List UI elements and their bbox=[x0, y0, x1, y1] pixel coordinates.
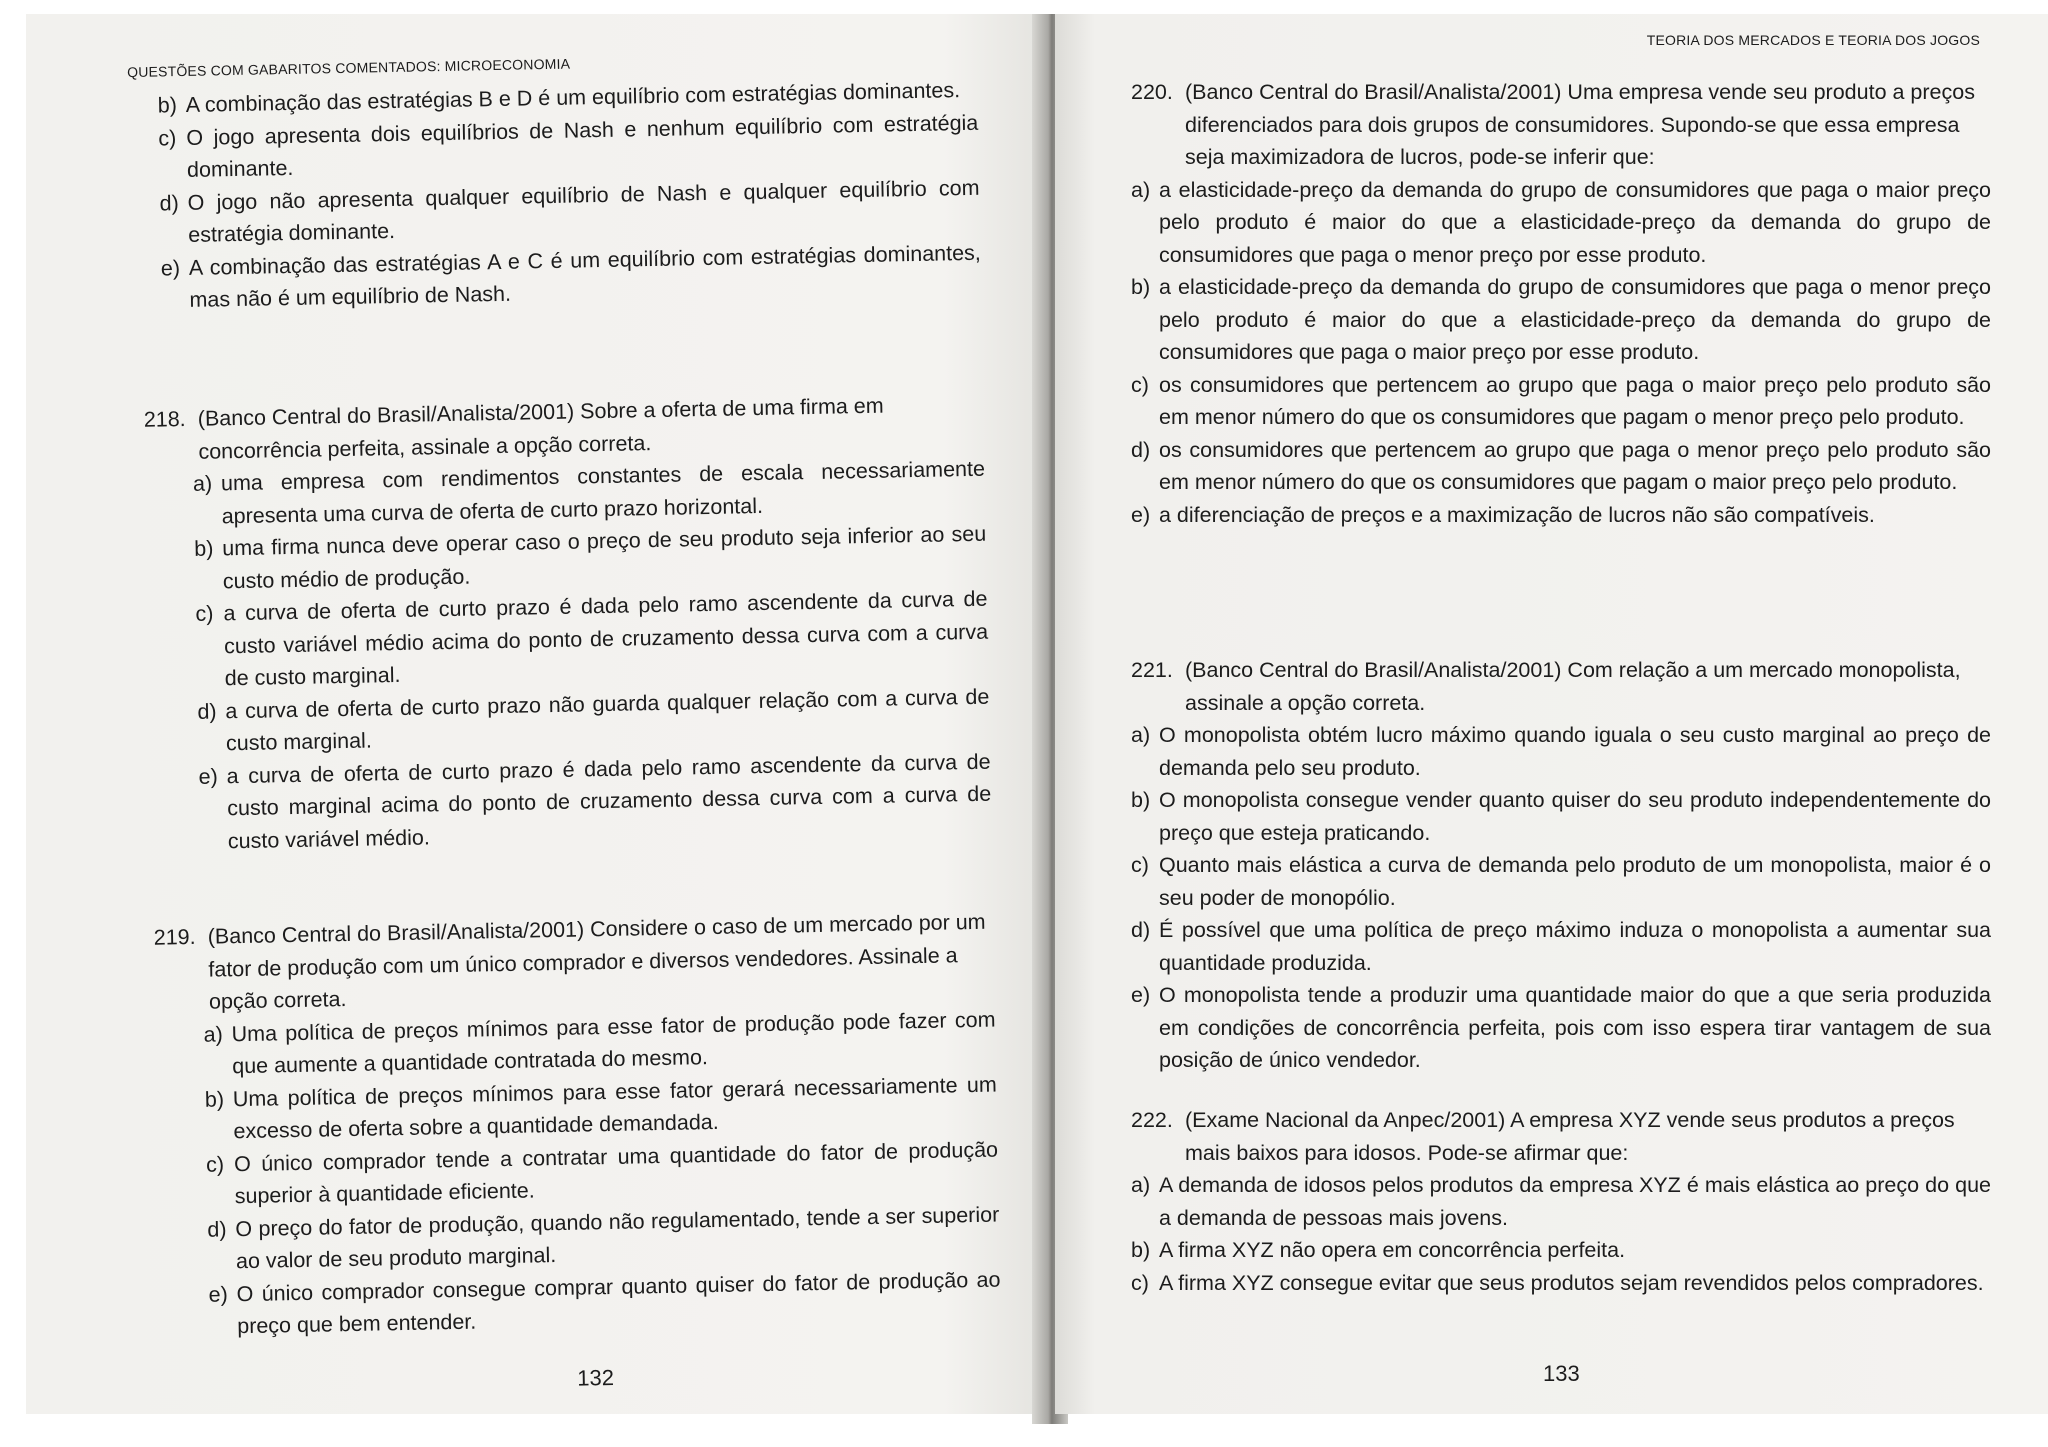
option-letter: a) bbox=[1131, 1173, 1151, 1197]
question-text: (Banco Central do Brasil/Analista/2001) Uma empresa vende seu produto a preços diferenciados para dois grupos de consumidores. Supondo-se que essa empresa seja maximizadora de lucros, pode-se inferir que: bbox=[1185, 80, 1975, 169]
option-c bbox=[195, 583, 989, 696]
option-letter: b) bbox=[194, 536, 214, 561]
option-text: a diferenciação de preços e a maximização de lucros não são compatíveis. bbox=[1159, 502, 1875, 527]
option-letter: c) bbox=[205, 1151, 225, 1177]
option-letter: a) bbox=[1131, 723, 1151, 747]
option-letter: e) bbox=[198, 763, 219, 789]
option-text: A firma XYZ consegue evitar que seus produtos sejam revendidos pelos compradores. bbox=[1159, 1270, 1984, 1295]
option-letter: c) bbox=[195, 601, 214, 626]
question-text: (Exame Nacional da Anpec/2001) A empresa XYZ vende seus produtos a preços mais baixos para idosos. Pode-se afirmar que: bbox=[1185, 1108, 1955, 1165]
option-letter: d) bbox=[1131, 918, 1151, 942]
option-letter: b) bbox=[1131, 1238, 1151, 1262]
option-d bbox=[1131, 434, 1991, 499]
question-222 bbox=[1131, 1104, 1991, 1299]
option-text: A combinação das estratégias A e C é um equilíbrio com estratégias dominantes, mas não é um equilíbrio de Nash. bbox=[188, 240, 981, 312]
question-number: 220. bbox=[1131, 80, 1173, 104]
option-text: O monopolista consegue vender quanto quiser do seu produto independentemente do preço que esteja praticando. bbox=[1159, 788, 1991, 845]
option-text: O monopolista obtém lucro máximo quando iguala o seu custo marginal ao preço de demanda pelo seu produto. bbox=[1159, 723, 1991, 780]
option-text: A demanda de idosos pelos produtos da empresa XYZ é mais elástica ao preço do que a demanda de pessoas mais jovens. bbox=[1159, 1173, 1991, 1230]
option-letter: a) bbox=[1131, 177, 1151, 202]
option-letter: b) bbox=[157, 93, 178, 118]
option-letter: c) bbox=[1131, 1270, 1149, 1295]
option-e bbox=[1131, 979, 1991, 1077]
option-text: a curva de oferta de curto prazo não guarda qualquer relação com a curva de custo marginal. bbox=[225, 684, 990, 756]
running-header: TEORIA DOS MERCADOS E TEORIA DOS JOGOS bbox=[1646, 32, 1980, 48]
option-text: O jogo apresenta dois equilíbrios de Nash e nenhum equilíbrio com estratégia dominante. bbox=[186, 110, 979, 182]
question-number: 222. bbox=[1131, 1108, 1173, 1132]
option-letter: b) bbox=[204, 1086, 225, 1112]
option-e bbox=[208, 1263, 1001, 1343]
option-text: a curva de oferta de curto prazo é dada pelo ramo ascendente da curva de custo variável médio acima do ponto de cruzamento dessa curva com a curva de custo marginal. bbox=[223, 586, 989, 691]
option-a bbox=[1131, 1169, 1991, 1234]
question-stem bbox=[1131, 76, 1991, 174]
option-text: O único comprador consegue comprar quanto quiser do fator de produção ao preço que bem entender. bbox=[236, 1267, 1001, 1339]
option-text: A firma XYZ não opera em concorrência perfeita. bbox=[1159, 1238, 1626, 1262]
option-letter: a) bbox=[192, 471, 213, 496]
option-letter: d) bbox=[207, 1216, 227, 1242]
option-b bbox=[1131, 784, 1991, 849]
right-page bbox=[1055, 14, 2048, 1414]
option-text: Uma política de preços mínimos para esse fator gerará necessariamente um excesso de oferta sobre a quantidade demandada. bbox=[232, 1072, 997, 1144]
option-c bbox=[1131, 1267, 1991, 1300]
option-text: a elasticidade-preço da demanda do grupo de consumidores que paga o menor preço pelo produto é maior do que a elasticidade-preço da demanda do grupo de consumidores que paga o maior preço por esse produto. bbox=[1159, 275, 1991, 364]
option-letter: d) bbox=[1131, 437, 1151, 462]
option-e bbox=[198, 745, 992, 858]
question-221 bbox=[1131, 654, 1991, 1077]
question-220 bbox=[1131, 76, 1991, 531]
option-d bbox=[1131, 914, 1991, 979]
option-text: uma empresa com rendimentos constantes de escala necessariamente apresenta uma curva de oferta de curto prazo horizontal. bbox=[220, 456, 986, 528]
option-text: O preço do fator de produção, quando não regulamentado, tende a ser superior ao valor de seu produto marginal. bbox=[235, 1202, 1000, 1274]
question-219 bbox=[153, 906, 1001, 1345]
option-a bbox=[1131, 719, 1991, 784]
question-number: 221. bbox=[1131, 658, 1173, 682]
option-text: a curva de oferta de curto prazo é dada pelo ramo ascendente da curva de custo marginal acima do ponto de cruzamento dessa curva com a curva de custo variável médio. bbox=[226, 749, 992, 853]
running-header: QUESTÕES COM GABARITOS COMENTADOS: MICROECONOMIA bbox=[126, 55, 571, 81]
question-stem bbox=[1131, 654, 1991, 719]
page-number: 133 bbox=[1543, 1361, 1580, 1386]
option-text: a elasticidade-preço da demanda do grupo de consumidores que paga o maior preço pelo produto é maior do que a elasticidade-preço da demanda do grupo de consumidores que paga o menor preço por esse produto. bbox=[1159, 177, 1991, 267]
option-letter: c) bbox=[1131, 853, 1149, 877]
option-text: uma firma nunca deve operar caso o preço de seu produto seja inferior ao seu custo médio de produção. bbox=[222, 521, 987, 593]
question-text: (Banco Central do Brasil/Analista/2001) Com relação a um mercado monopolista, assinale a opção correta. bbox=[1185, 658, 1961, 715]
question-stem bbox=[1131, 1104, 1991, 1169]
option-c bbox=[1131, 849, 1991, 914]
option-b bbox=[1131, 1234, 1991, 1267]
option-a bbox=[1131, 174, 1991, 272]
option-text: Quanto mais elástica a curva de demanda pelo produto de um monopolista, maior é o seu poder de monopólio. bbox=[1159, 853, 1991, 910]
option-letter: c) bbox=[158, 125, 177, 150]
left-page bbox=[26, 14, 1046, 1414]
option-text: os consumidores que pertencem ao grupo que paga o maior preço pelo produto são em menor número do que os consumidores que pagam o menor preço pelo produto. bbox=[1159, 372, 1991, 429]
option-letter: c) bbox=[1131, 372, 1149, 397]
page-number: 132 bbox=[577, 1364, 615, 1391]
question-number: 218. bbox=[143, 407, 186, 432]
option-letter: b) bbox=[1131, 275, 1151, 299]
option-letter: b) bbox=[1131, 788, 1151, 812]
option-text: É possível que uma política de preço máximo induza o monopolista a aumentar sua quantidade produzida. bbox=[1159, 918, 1991, 975]
option-letter: e) bbox=[1131, 983, 1151, 1007]
question-stem bbox=[153, 906, 995, 1020]
option-letter: a) bbox=[203, 1021, 223, 1047]
option-text: O monopolista tende a produzir uma quantidade maior do que a que seria produzida em condições de concorrência perfeita, pois com isso espera tirar vantagem de sua posição de único vendedor. bbox=[1159, 983, 1991, 1072]
question-text: (Banco Central do Brasil/Analista/2001) Sobre a oferta de uma firma em concorrência perfeita, assinale a opção correta. bbox=[197, 393, 884, 464]
question-217-continuation bbox=[157, 74, 981, 317]
option-letter: e) bbox=[208, 1281, 228, 1307]
option-e bbox=[1131, 499, 1991, 532]
question-number: 219. bbox=[153, 924, 196, 950]
option-letter: e) bbox=[1131, 502, 1151, 527]
option-letter: d) bbox=[159, 190, 180, 215]
option-c bbox=[1131, 369, 1991, 434]
option-text: O jogo não apresenta qualquer equilíbrio de Nash e qualquer equilíbrio com estratégia dominante. bbox=[187, 175, 980, 247]
option-letter: e) bbox=[160, 255, 181, 280]
option-letter: d) bbox=[197, 698, 217, 724]
option-text: O único comprador tende a contratar uma quantidade do fator de produção superior à quantidade eficiente. bbox=[233, 1137, 999, 1209]
question-text: (Banco Central do Brasil/Analista/2001) Considere o caso de um mercado por um fator de produção com um único comprador e diversos vendedores. Assinale a opção correta. bbox=[207, 909, 986, 1014]
option-text: Uma política de preços mínimos para esse fator de produção pode fazer com que aumente a quantidade contratada do mesmo. bbox=[231, 1007, 996, 1079]
option-text: A combinação das estratégias B e D é um equilíbrio com estratégias dominantes. bbox=[185, 78, 961, 117]
option-b bbox=[1131, 271, 1991, 369]
option-text: os consumidores que pertencem ao grupo que paga o menor preço pelo produto são em menor número do que os consumidores que pagam o maior preço pelo produto. bbox=[1159, 437, 1991, 494]
question-218 bbox=[144, 388, 993, 859]
